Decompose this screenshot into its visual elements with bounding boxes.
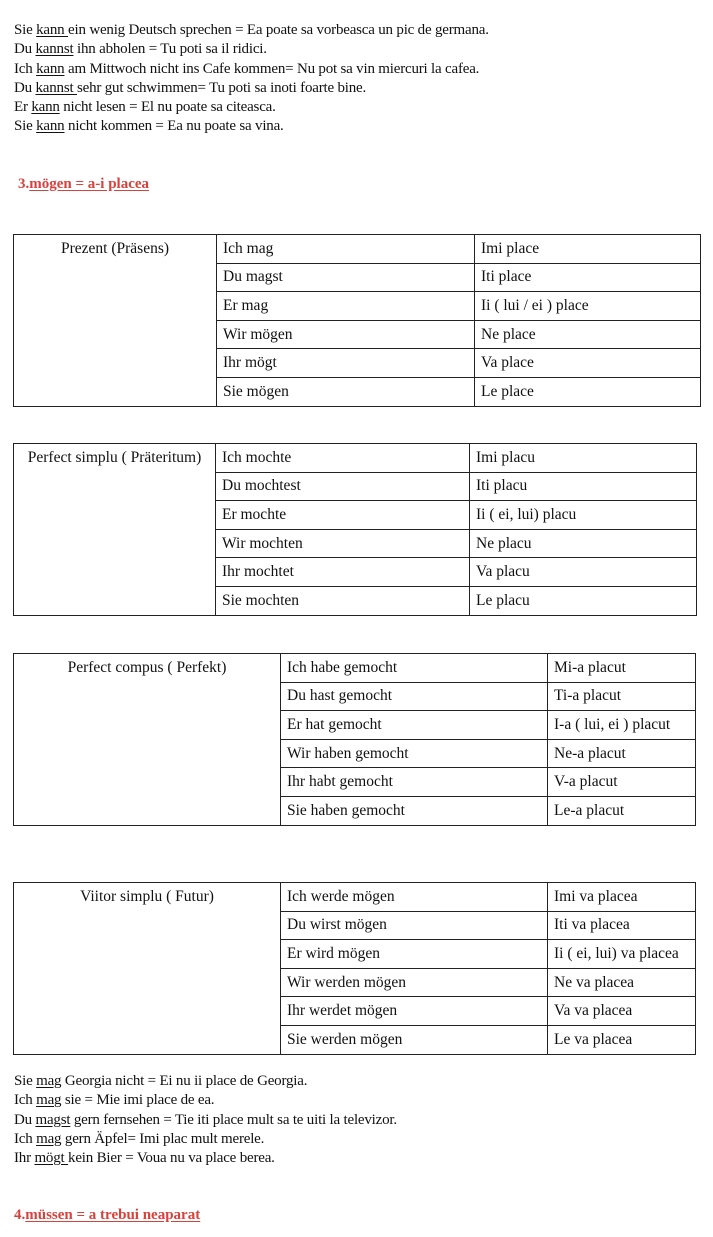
example-line: Du magst gern fernsehen = Tie iti place mult sa te uiti la televizor.: [14, 1111, 397, 1128]
romanian-form: Mi-a placut: [548, 654, 696, 683]
german-form: Ihr werdet mögen: [281, 997, 548, 1026]
example-line: Sie kann nicht kommen = Ea nu poate sa vina.: [14, 118, 284, 135]
example-line: Ich mag sie = Mie imi place de ea.: [14, 1092, 215, 1109]
german-form: Ich werde mögen: [281, 883, 548, 912]
german-form: Sie werden mögen: [281, 1025, 548, 1054]
romanian-form: Le va placea: [548, 1025, 696, 1054]
german-form: Ich mochte: [216, 444, 470, 473]
table-perfect-compus: [13, 653, 696, 826]
romanian-form: Va place: [475, 349, 701, 378]
intro-examples: [14, 21, 489, 137]
romanian-form: Va va placea: [548, 997, 696, 1026]
romanian-form: Iti va placea: [548, 911, 696, 940]
example-line: Du kannst sehr gut schwimmen= Tu poti sa inoti foarte bine.: [14, 79, 367, 96]
romanian-form: Imi placu: [470, 444, 697, 473]
german-form: Du wirst mögen: [281, 911, 548, 940]
romanian-form: Ne-a placut: [548, 739, 696, 768]
german-form: Du magst: [217, 263, 475, 292]
section-3-heading: 3.mögen = a-i placea: [18, 176, 150, 192]
german-form: Sie haben gemocht: [281, 796, 548, 825]
example-line: Ich mag gern Äpfel= Imi plac mult merele.: [14, 1130, 265, 1147]
german-form: Er hat gemocht: [281, 711, 548, 740]
table-row: [14, 883, 696, 912]
example-line: Ich kann am Mittwoch nicht ins Cafe kommen= Nu pot sa vin miercuri la cafea.: [14, 60, 480, 77]
romanian-form: Le placu: [470, 586, 697, 615]
german-form: Ihr mochtet: [216, 558, 470, 587]
tense-label: Perfect compus ( Perfekt): [14, 654, 281, 826]
german-form: Ihr habt gemocht: [281, 768, 548, 797]
german-form: Er mag: [217, 292, 475, 321]
romanian-form: Le-a placut: [548, 796, 696, 825]
german-form: Er wird mögen: [281, 940, 548, 969]
table-prezent: [13, 234, 701, 407]
example-line: Ihr mögt kein Bier = Voua nu va place berea.: [14, 1150, 275, 1167]
romanian-form: Ii ( ei, lui) placu: [470, 501, 697, 530]
tense-label: Viitor simplu ( Futur): [14, 883, 281, 1055]
moegen-examples: [14, 1072, 397, 1168]
romanian-form: Va placu: [470, 558, 697, 587]
romanian-form: Iti placu: [470, 472, 697, 501]
romanian-form: Imi place: [475, 235, 701, 264]
table-row: [14, 444, 697, 473]
german-form: Du mochtest: [216, 472, 470, 501]
tense-label: Perfect simplu ( Präteritum): [14, 444, 216, 616]
romanian-form: Ti-a placut: [548, 682, 696, 711]
romanian-form: Ne va placea: [548, 968, 696, 997]
table-row: [14, 654, 696, 683]
romanian-form: Ne place: [475, 320, 701, 349]
romanian-form: Ii ( lui / ei ) place: [475, 292, 701, 321]
romanian-form: Ii ( ei, lui) va placea: [548, 940, 696, 969]
romanian-form: Le place: [475, 377, 701, 406]
german-form: Ich habe gemocht: [281, 654, 548, 683]
german-form: Wir haben gemocht: [281, 739, 548, 768]
romanian-form: Imi va placea: [548, 883, 696, 912]
german-form: Wir werden mögen: [281, 968, 548, 997]
german-form: Ich mag: [217, 235, 475, 264]
romanian-form: I-a ( lui, ei ) placut: [548, 711, 696, 740]
german-form: Sie mögen: [217, 377, 475, 406]
example-line: Er kann nicht lesen = El nu poate sa citeasca.: [14, 99, 276, 116]
section-4-heading: 4.müssen = a trebui neaparat: [14, 1207, 201, 1223]
example-line: Sie kann ein wenig Deutsch sprechen = Ea poate sa vorbeasca un pic de germana.: [14, 22, 489, 38]
german-form: Er mochte: [216, 501, 470, 530]
german-form: Wir mochten: [216, 529, 470, 558]
german-form: Du hast gemocht: [281, 682, 548, 711]
table-row: [14, 235, 701, 264]
tense-label: Prezent (Präsens): [14, 235, 217, 407]
example-line: Du kannst ihn abholen = Tu poti sa il ridici.: [14, 41, 267, 58]
example-line: Sie mag Georgia nicht = Ei nu ii place de Georgia.: [14, 1073, 308, 1089]
german-form: Wir mögen: [217, 320, 475, 349]
romanian-form: Iti place: [475, 263, 701, 292]
romanian-form: V-a placut: [548, 768, 696, 797]
table-viitor-simplu: [13, 882, 696, 1055]
romanian-form: Ne placu: [470, 529, 697, 558]
german-form: Ihr mögt: [217, 349, 475, 378]
table-perfect-simplu: [13, 443, 697, 616]
german-form: Sie mochten: [216, 586, 470, 615]
